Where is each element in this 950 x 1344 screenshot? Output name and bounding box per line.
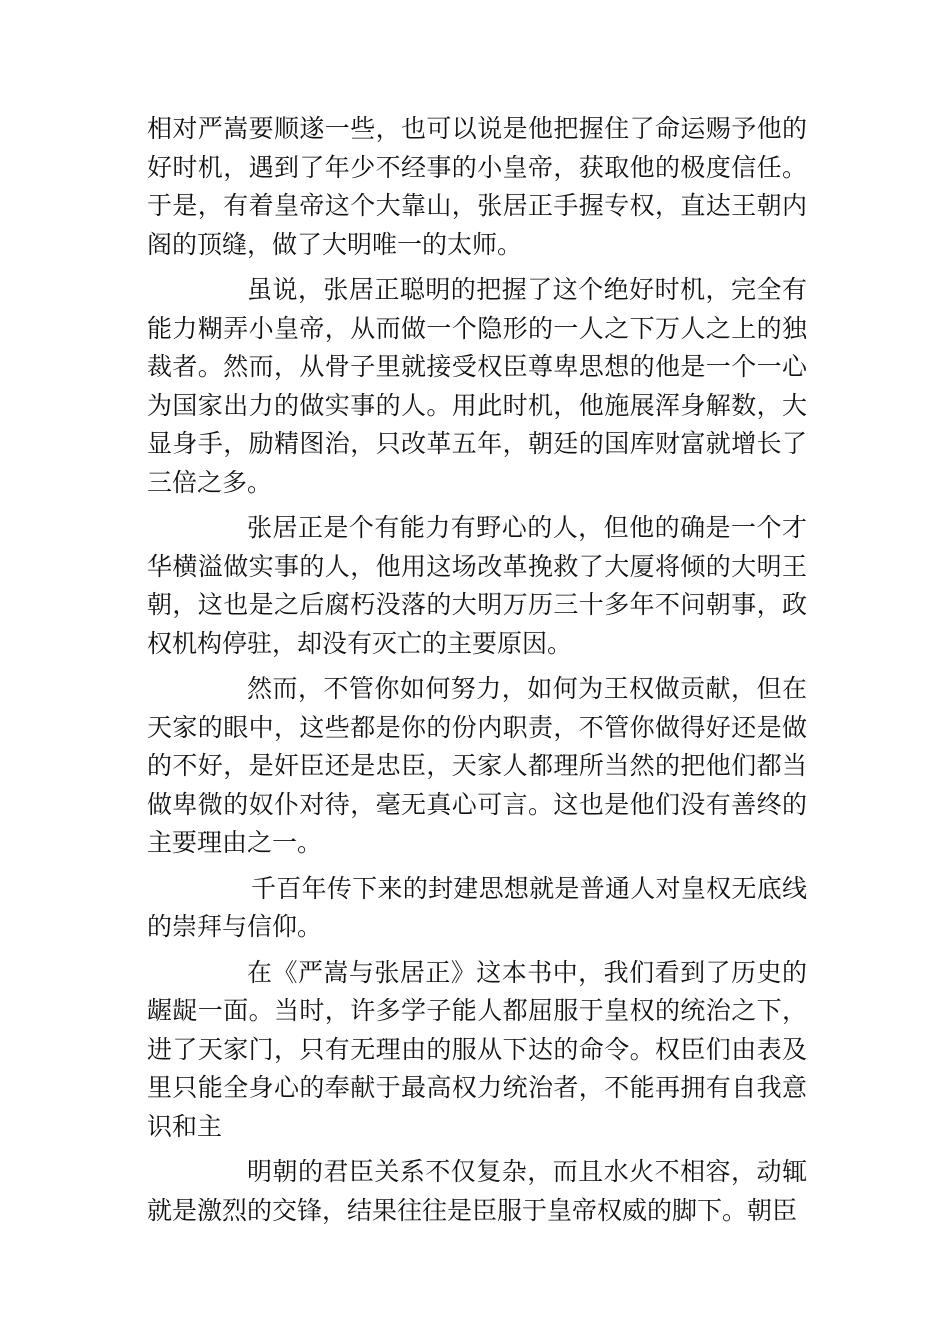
- paragraph-7: 明朝的君臣关系不仅复杂，而且水火不相容，动辄就是激烈的交锋，结果往往是臣服于皇帝权威的脚下。朝臣: [147, 1157, 807, 1225]
- paragraph-2: 虽说，张居正聪明的把握了这个绝好时机，完全有能力糊弄小皇帝，从而做一个隐形的一人之下万人之上的独裁者。然而，从骨子里就接受权臣尊卑思想的他是一个一心为国家出力的做实事的人。用此时机，他施展浑身解数，大显身手，励精图治，只改革五年，朝廷的国库财富就增长了三倍之多。: [147, 275, 807, 497]
- paragraph-4: 然而，不管你如何努力，如何为王权做贡献，但在天家的眼中，这些都是你的份内职责，不管你做得好还是做的不好，是奸臣还是忠臣，天家人都理所当然的把他们都当做卑微的奴仆对待，毫无真心可言。这也是他们没有善终的主要理由之一。: [147, 674, 807, 857]
- paragraph-6: 在《严嵩与张居正》这本书中，我们看到了历史的龌龊一面。当时，许多学子能人都屈服于皇权的统治之下，进了天家门，只有无理由的服从下达的命令。权臣们由表及里只能全身心的奉献于最高权力统治者，不能再拥有自我意识和主: [147, 957, 807, 1141]
- document-body: [147, 110, 807, 1237]
- paragraph-5: 千百年传下来的封建思想就是普通人对皇权无底线的崇拜与信仰。: [147, 873, 807, 941]
- paragraph-3: 张居正是个有能力有野心的人，但他的确是一个才华横溢做实事的人，他用这场改革挽救了大厦将倾的大明王朝，这也是之后腐朽没落的大明万历三十多年不问朝事，政权机构停驻，却没有灭亡的主要原因。: [147, 513, 807, 658]
- paragraph-1: 相对严嵩要顺遂一些，也可以说是他把握住了命运赐予他的好时机，遇到了年少不经事的小皇帝，获取他的极度信任。于是，有着皇帝这个大靠山，张居正手握专权，直达王朝内阁的顶缝，做了大明唯一的太师。: [147, 114, 807, 259]
